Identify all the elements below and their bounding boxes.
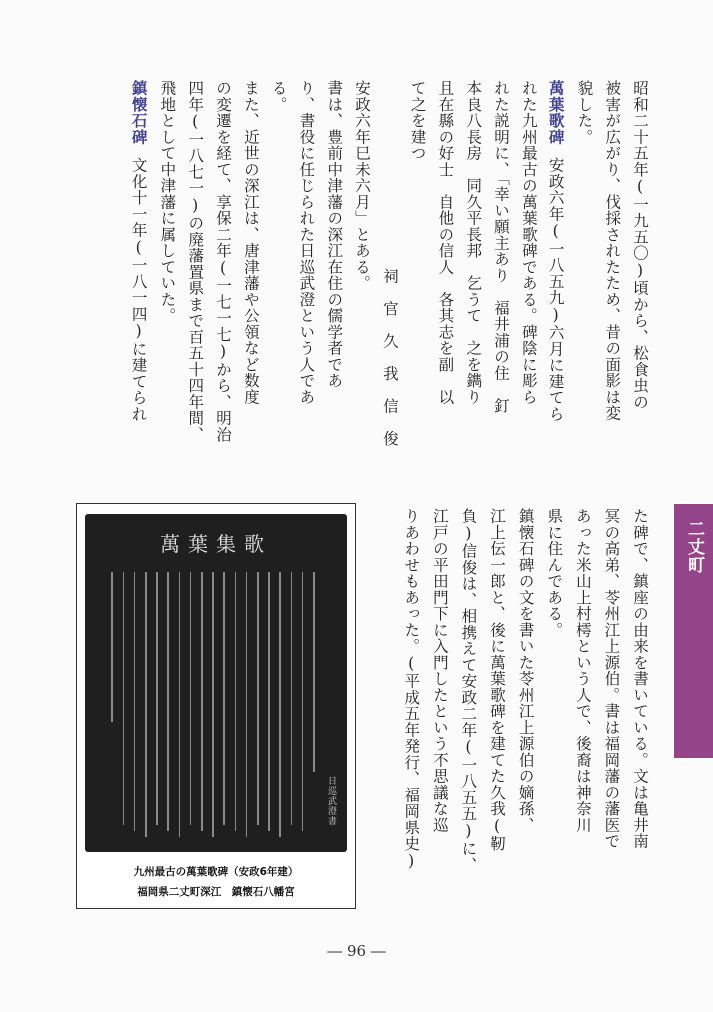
text-column: れた説明に、「幸い願主あり 福井浦の住 釘 xyxy=(492,80,510,414)
text-column: 負)信俊は、相携えて安政二年(一八五五)に、 xyxy=(459,508,478,873)
text-column: 鎮懐石碑の文を書いた苓州江上源伯の嫡孫、 xyxy=(516,508,535,833)
figure-caption-line2: 福岡県二丈町深江 鎮懐石八幡宮 xyxy=(137,886,295,898)
text-column: あった米山上村樗という人で、後裔は神奈川 xyxy=(573,508,592,833)
rubbing-text-line xyxy=(123,572,125,825)
rubbing-text-line xyxy=(257,572,259,825)
text-column: 冥の高弟、苓州江上源伯。書は福岡藩の藩医で xyxy=(602,508,621,850)
section-tab xyxy=(674,504,713,758)
rubbing-text-line xyxy=(134,572,136,831)
text-column: また、近世の深江は、唐津藩や公領など数度 xyxy=(241,80,260,405)
page-number: ― 96 ― xyxy=(327,942,386,960)
rubbing-text-line xyxy=(313,572,315,772)
rubbing-title: 萬葉集歌 xyxy=(160,532,272,556)
rubbing-text-line xyxy=(268,572,270,831)
text-column-with-heading xyxy=(130,80,147,422)
text-column: 被害が広がり、伐採されたため、昔の面影は変 xyxy=(603,80,622,422)
text-column: の変遷を経て、享保二年(一七一七)から、明治 xyxy=(214,80,232,443)
text-column: 江上伝一郎と、後に萬葉歌碑を建てた久我(靭 xyxy=(488,508,506,852)
text-column: る。 xyxy=(269,80,288,113)
text-column: りあわせもあった。(平成五年発行、福岡県史) xyxy=(402,508,421,871)
text-column: 江戸の平田門下に入門したという不思議な巡 xyxy=(430,508,449,833)
text-column: 昭和二十五年(一九五〇)頃から、松食虫の xyxy=(631,80,649,410)
rubbing-text-line xyxy=(212,572,214,837)
keyword-heading: 萬葉歌碑 xyxy=(546,80,566,145)
text-column: 安政六年巳未六月」とある。 xyxy=(353,80,371,292)
rubbing-text-line xyxy=(235,572,237,831)
text-column: 且在縣の好士 自他の信人 各其志を副 以 xyxy=(436,80,455,405)
text-column: た碑で、鎮座の由来を書いている。文は亀井南 xyxy=(631,508,649,850)
rubbing-text-line xyxy=(302,572,304,831)
rubbing-text-line xyxy=(246,572,248,837)
text-column: 本良八長房 同久平長邦 乞うて 之を鐫り xyxy=(464,80,483,405)
rubbing-signature: 日巡武澄書 xyxy=(326,776,336,826)
text-column: て之を建つ xyxy=(408,80,427,162)
rubbing-text-line xyxy=(223,572,225,825)
section-tab-label: 二丈町 xyxy=(684,520,704,574)
figure-frame xyxy=(76,503,356,909)
text-column: 県に住んである。 xyxy=(545,508,564,638)
rubbing-text-line xyxy=(291,572,293,825)
rubbing-text-line xyxy=(279,572,281,837)
rubbing-text-line xyxy=(111,572,113,722)
text-column: 飛地として中津藩に属していた。 xyxy=(158,80,177,324)
rubbing-text-line xyxy=(201,572,203,831)
stone-rubbing-image xyxy=(85,514,347,852)
text-column-with-heading xyxy=(547,80,564,422)
keyword-heading: 鎮懐石碑 xyxy=(129,80,149,145)
column-text: 文化十一年(一八一四)に建てられ xyxy=(129,157,148,422)
text-column: 貌した。 xyxy=(575,80,594,145)
text-column: り、書役に任じられた日巡武澄という人であ xyxy=(297,80,316,405)
rubbing-text-line xyxy=(156,572,158,825)
text-column: 書は、豊前中津藩の深江在住の儒学者であ xyxy=(325,80,344,389)
rubbing-text-line xyxy=(167,572,169,831)
text-column: 四年(一八七一)の廃藩置県まで百五十四年間、 xyxy=(186,80,205,443)
rubbing-text-line xyxy=(145,572,147,837)
text-column: れた九州最古の萬葉歌碑である。碑陰に彫ら xyxy=(519,80,538,405)
column-text: 安政六年(一八五九)六月に建てら xyxy=(546,157,565,422)
figure-caption-line1: 九州最古の萬葉歌碑（安政6年建） xyxy=(133,866,299,878)
signature-column: 祠 官 久 我 信 俊 xyxy=(380,268,399,447)
rubbing-text-line xyxy=(190,572,192,825)
rubbing-text-line xyxy=(179,572,181,837)
